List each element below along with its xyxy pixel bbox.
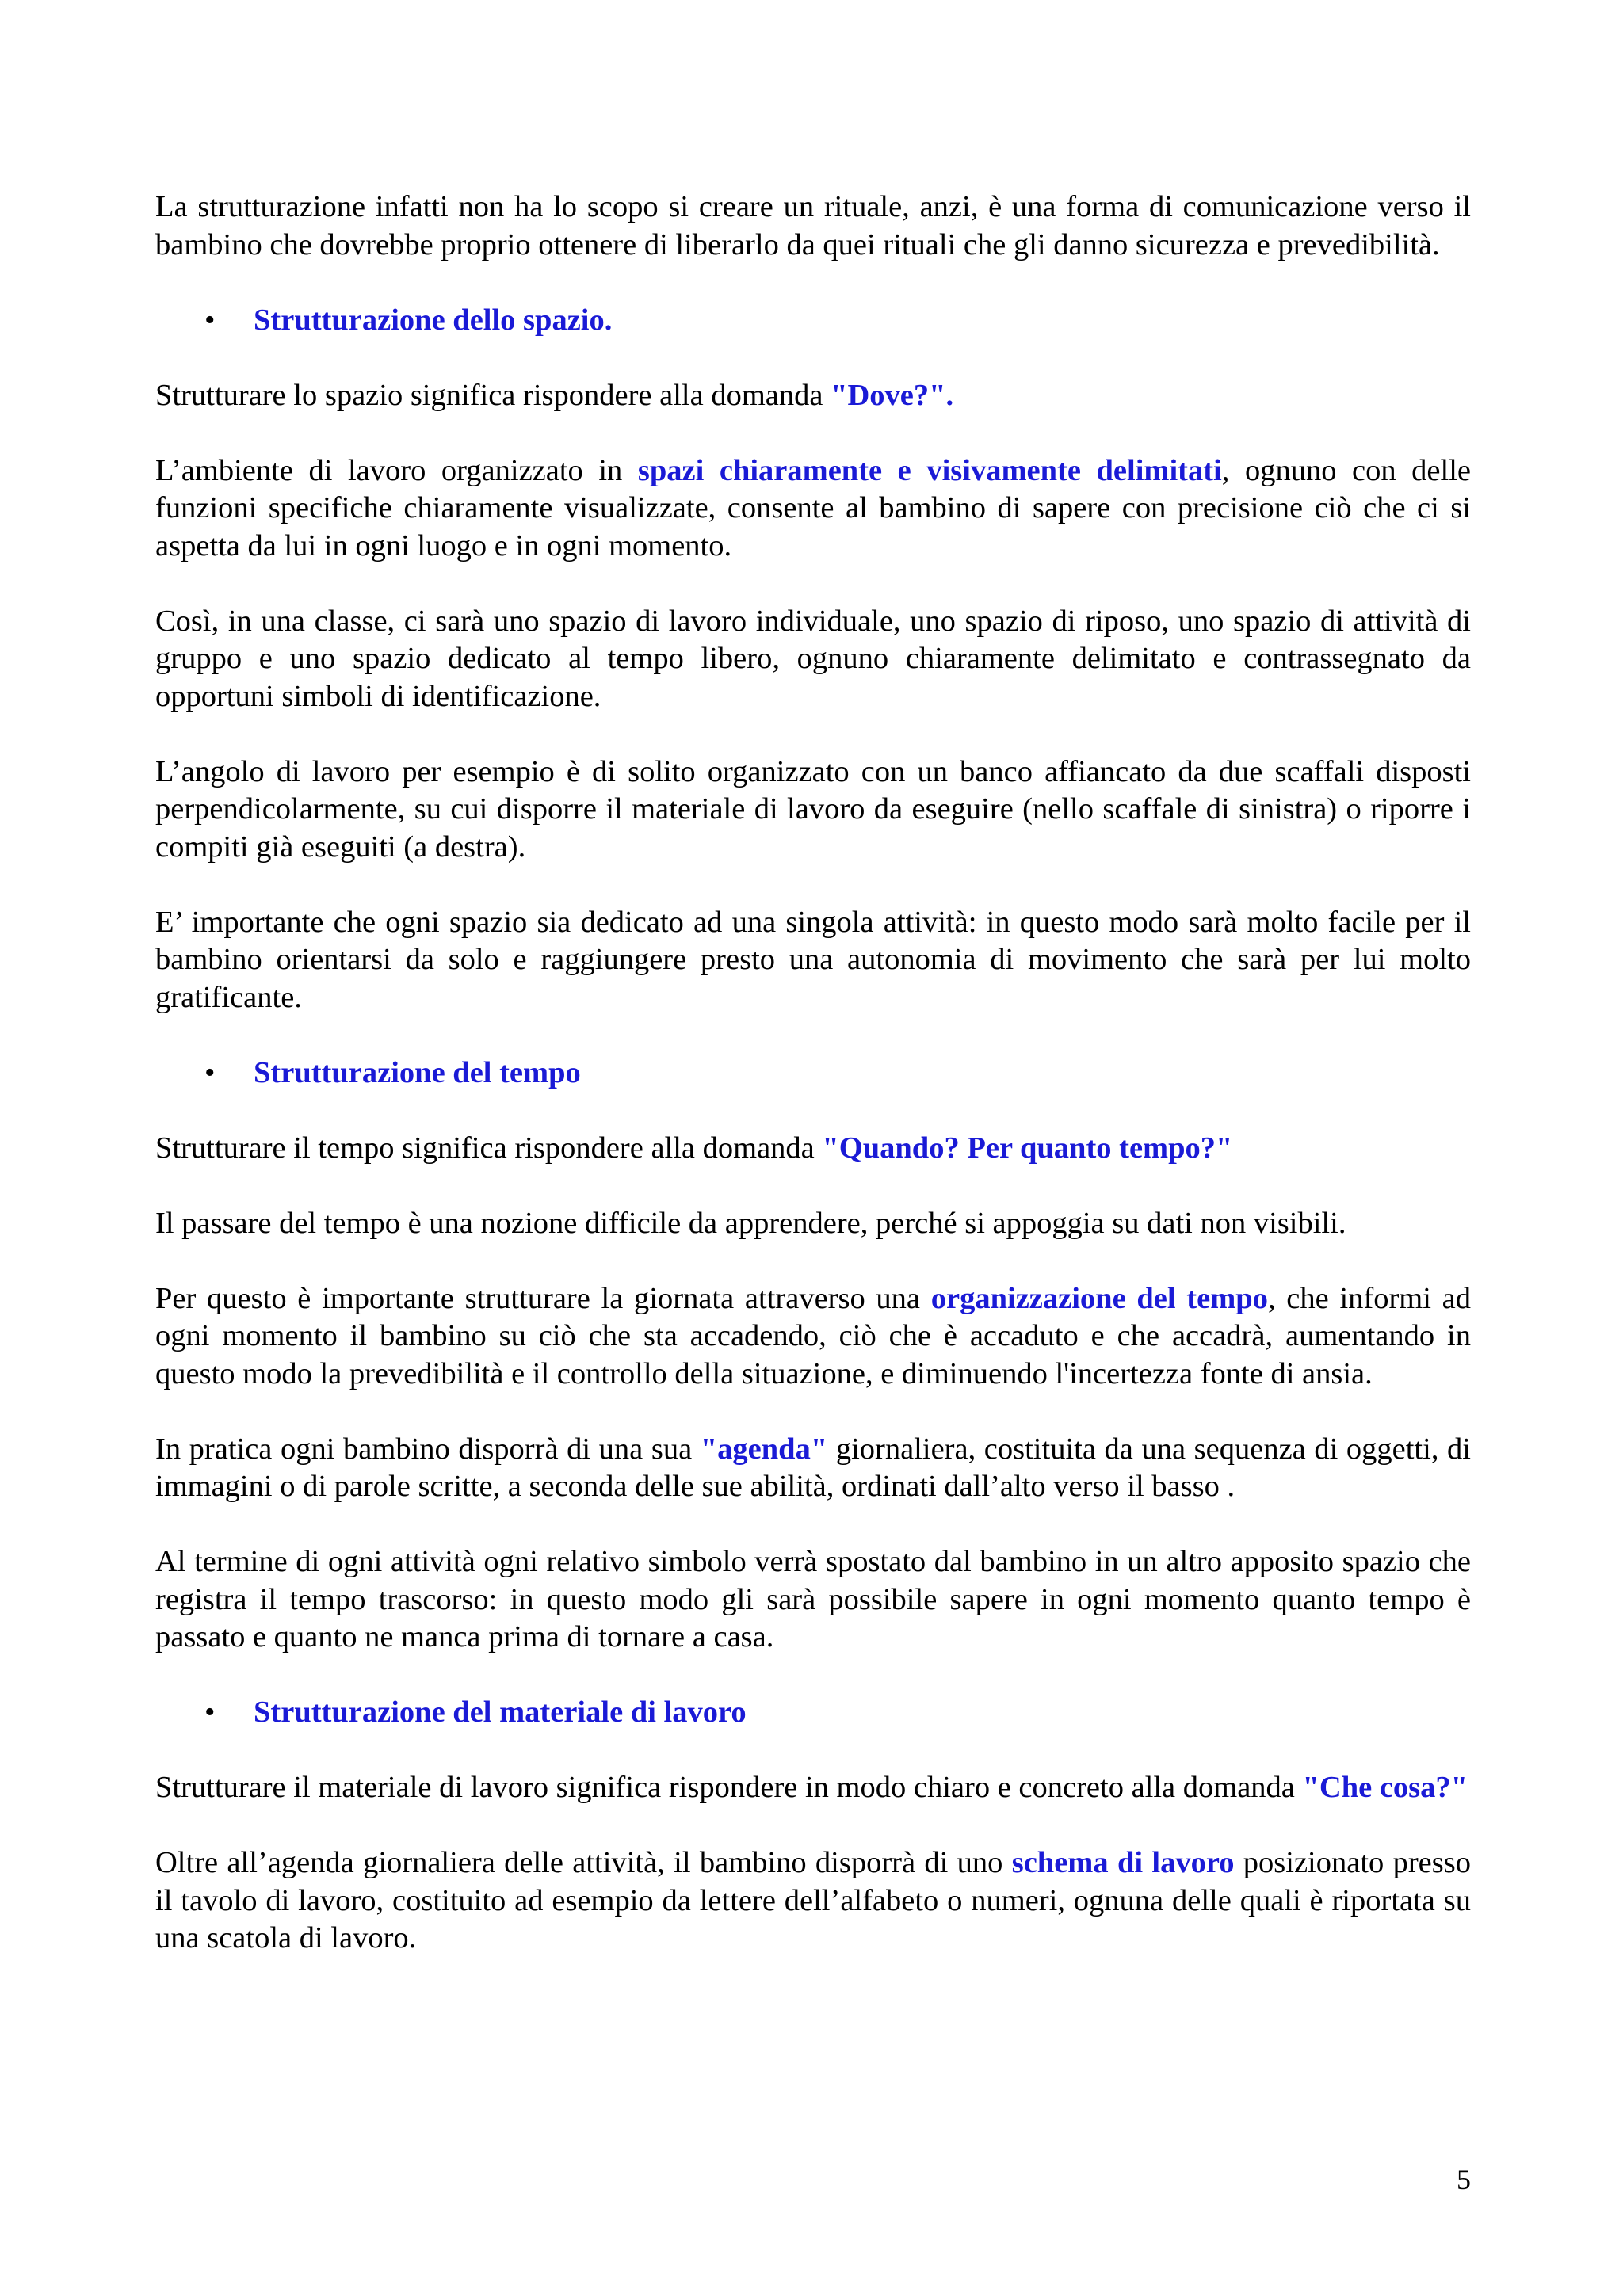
heading-space: Strutturazione dello spazio.: [254, 303, 613, 337]
paragraph-agenda: In pratica ogni bambino disporrà di una sua "agenda" giornaliera, costituita da una sequenza di oggetti, di immagini o di parole scritte, a seconda delle sue abilità, ordinati dall’alto verso il basso .: [155, 1432, 1471, 1503]
paragraph-time-definition: Strutturare il tempo significa rispondere alla domanda "Quando? Per quanto tempo?": [155, 1131, 1233, 1165]
heading-time: Strutturazione del tempo: [254, 1055, 581, 1089]
bullet-icon: •: [204, 1695, 216, 1729]
highlight-quando: "Quando? Per quanto tempo?": [822, 1131, 1233, 1165]
paragraph-time-organization: Per questo è importante strutturare la giornata attraverso una organizzazione del tempo, che informi ad ogni momento il bambino su ciò che sta accadendo, ciò che è accaduto e che accadrà, aumentando in questo modo la prevedibilità e il controllo della situazione, e diminuendo l'incertezza fonte di ansia.: [155, 1281, 1472, 1390]
paragraph-work-scheme: Oltre all’agenda giornaliera delle attività, il bambino disporrà di uno schema di lavoro posizionato presso il tavolo di lavoro, costituito ad esempio da lettere dell’alfabeto o numeri, ognuna delle quali è riportata su una scatola di lavoro.: [155, 1846, 1471, 1955]
heading-material: Strutturazione del materiale di lavoro: [254, 1695, 747, 1729]
highlight-organization: organizzazione del tempo: [930, 1281, 1268, 1315]
paragraph-space-definition: Strutturare lo spazio significa rispondere alla domanda "Dove?".: [155, 378, 954, 412]
page-number: 5: [1457, 2164, 1471, 2195]
bullet-heading-space: [155, 302, 1471, 340]
bullet-icon: •: [204, 303, 216, 337]
bullet-heading-time: [155, 1055, 1471, 1093]
bullet-icon: •: [204, 1055, 216, 1089]
paragraph-intro: La strutturazione infatti non ha lo scopo si creare un rituale, anzi, è una forma di comunicazione verso il bambino che dovrebbe proprio ottenere di liberarlo da quei rituali che gli danno sicurezza e prevedibilità.: [155, 190, 1471, 261]
highlight-work-scheme: schema di lavoro: [1011, 1846, 1235, 1879]
paragraph-environment: L’ambiente di lavoro organizzato in spazi chiaramente e visivamente delimitati, ognuno con delle funzioni specifiche chiaramente visualizzate, consente al bambino di sapere con precisione ciò che ci si aspetta da lui in ogni luogo e in ogni momento.: [155, 453, 1471, 563]
document-body: [155, 189, 1471, 1995]
paragraph-classroom: Così, in una classe, ci sarà uno spazio di lavoro individuale, uno spazio di riposo, uno spazio di attività di gruppo e uno spazio dedicato al tempo libero, ognuno chiaramente delimitato e contrassegnato da opportuni simboli di identificazione.: [155, 604, 1471, 713]
paragraph-material-definition: Strutturare il materiale di lavoro significa rispondere in modo chiaro e concreto alla domanda "Che cosa?": [155, 1771, 1468, 1804]
paragraph-activity-end: Al termine di ogni attività ogni relativo simbolo verrà spostato dal bambino in un altro apposito spazio che registra il tempo trascorso: in questo modo gli sarà possibile sapere in ogni momento quanto tempo è passato e quanto ne manca prima di tornare a casa.: [155, 1545, 1471, 1653]
bullet-heading-material: [155, 1694, 1471, 1732]
paragraph-time-notion: Il passare del tempo è una nozione difficile da apprendere, perché si appoggia su dati non visibili.: [155, 1206, 1346, 1240]
paragraph-single-activity: E’ importante che ogni spazio sia dedicato ad una singola attività: in questo modo sarà molto facile per il bambino orientarsi da solo e raggiungere presto una autonomia di movimento che sarà per lui molto gratificante.: [155, 905, 1471, 1014]
highlight-che-cosa: "Che cosa?": [1302, 1771, 1468, 1804]
highlight-spaces: spazi chiaramente e visivamente delimitati: [637, 453, 1222, 487]
paragraph-work-corner: L’angolo di lavoro per esempio è di solito organizzato con un banco affiancato da due scaffali disposti perpendicolarmente, su cui disporre il materiale di lavoro da eseguire (nello scaffale di sinistra) o riporre i compiti già eseguiti (a destra).: [155, 754, 1471, 864]
highlight-agenda: "agenda": [700, 1432, 828, 1466]
highlight-dove: "Dove?".: [831, 378, 954, 412]
